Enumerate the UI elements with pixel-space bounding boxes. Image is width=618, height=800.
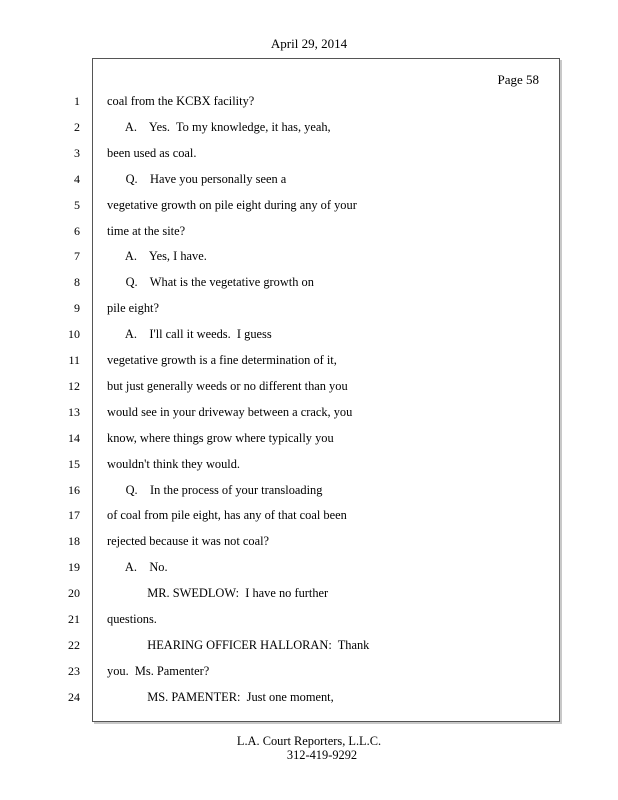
line-number: 5 bbox=[74, 197, 80, 212]
transcript-line: but just generally weeds or no different than you bbox=[107, 378, 348, 393]
line-number: 22 bbox=[68, 637, 80, 652]
line-number: 15 bbox=[68, 456, 80, 471]
transcript-line: been used as coal. bbox=[107, 145, 197, 160]
line-number: 24 bbox=[68, 689, 80, 704]
line-number: 3 bbox=[74, 145, 80, 160]
transcript-line: Q. Have you personally seen a bbox=[107, 171, 287, 186]
line-number: 10 bbox=[68, 327, 80, 342]
transcript-line: MR. SWEDLOW: I have no further bbox=[107, 586, 329, 601]
transcript-line: rejected because it was not coal? bbox=[107, 534, 270, 549]
transcript-line: know, where things grow where typically you bbox=[107, 430, 334, 445]
footer-phone: 312-419-9292 bbox=[286, 748, 358, 762]
transcript-line: vegetative growth is a fine determination of it, bbox=[107, 353, 337, 367]
line-number: 11 bbox=[68, 353, 80, 367]
transcript-line: Q. In the process of your transloading bbox=[107, 482, 323, 497]
line-number: 9 bbox=[74, 301, 80, 316]
line-number: 12 bbox=[68, 378, 80, 393]
transcript-line: A. No. bbox=[107, 560, 168, 575]
page-number: Page 58 bbox=[497, 72, 539, 87]
line-number: 19 bbox=[68, 560, 80, 575]
transcript-line: you. Ms. Pamenter? bbox=[107, 663, 210, 678]
line-number: 18 bbox=[68, 534, 80, 549]
transcript-line: wouldn't think they would. bbox=[107, 456, 241, 471]
footer bbox=[0, 734, 618, 762]
footer-company: L.A. Court Reporters, L.L.C. bbox=[236, 734, 382, 748]
transcript-line: A. Yes. To my knowledge, it has, yeah, bbox=[107, 119, 331, 134]
line-number: 8 bbox=[74, 275, 80, 290]
line-number: 21 bbox=[68, 612, 80, 626]
header-date: April 29, 2014 bbox=[270, 36, 348, 51]
line-number: 7 bbox=[74, 249, 80, 264]
transcript-line: vegetative growth on pile eight during any of your bbox=[107, 197, 357, 212]
line-number: 4 bbox=[74, 171, 80, 186]
line-number: 20 bbox=[68, 586, 80, 601]
transcript-line: HEARING OFFICER HALLORAN: Thank bbox=[107, 637, 370, 652]
transcript-line: Q. What is the vegetative growth on bbox=[107, 275, 314, 290]
line-number: 6 bbox=[74, 223, 80, 238]
transcript-line: A. Yes, I have. bbox=[107, 249, 207, 264]
line-number: 13 bbox=[68, 404, 80, 419]
line-number: 17 bbox=[68, 508, 80, 523]
transcript-line: time at the site? bbox=[107, 223, 186, 238]
transcript-line: pile eight? bbox=[107, 301, 159, 316]
line-number: 23 bbox=[68, 663, 80, 678]
transcript-line: would see in your driveway between a crack, you bbox=[107, 404, 353, 419]
transcript-line: MS. PAMENTER: Just one moment, bbox=[107, 689, 334, 704]
line-number: 16 bbox=[68, 482, 80, 497]
transcript-line: A. I'll call it weeds. I guess bbox=[107, 327, 272, 342]
line-number: 1 bbox=[74, 94, 80, 108]
transcript-line: coal from the KCBX facility? bbox=[107, 94, 255, 108]
line-number: 2 bbox=[74, 119, 80, 134]
line-number: 14 bbox=[68, 430, 80, 445]
transcript-line: questions. bbox=[107, 612, 157, 626]
transcript-line: of coal from pile eight, has any of that coal been bbox=[107, 508, 347, 523]
